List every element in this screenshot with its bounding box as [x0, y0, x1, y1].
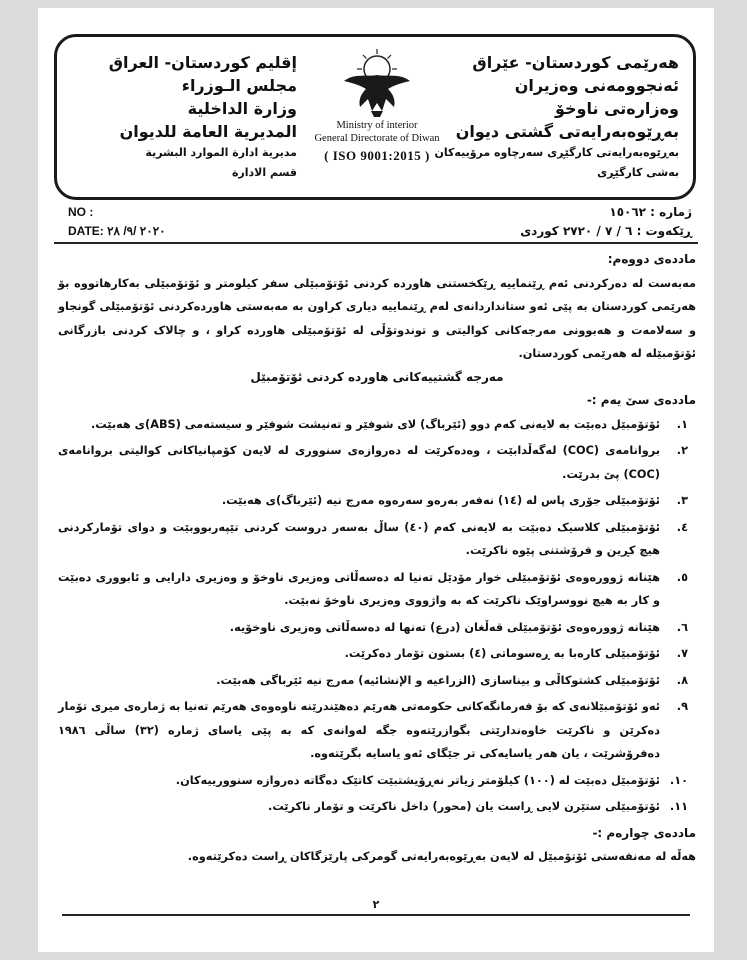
article-4-title: ماددەی چوارەم :- — [592, 825, 696, 840]
reference-no-label: NO : — [68, 205, 94, 219]
item-number: ٨. — [676, 673, 688, 687]
header-divider — [54, 242, 698, 244]
item-text: ئۆتۆمبێل دەبێت لە (١٠٠) کیلۆمتر زیاتر نەڕۆیشتبێت کاتێک دەگاتە دەروازە سنوورییەکان. — [175, 773, 660, 787]
item-text: ئەو ئۆتۆمبێلانەی کە بۆ فەرمانگەکانی حکومەتی هەرێم دەهێندرێنە ناوەوەی هەرێم تەنیا بە ژمارەی میری تۆمار دەکرێن و ناکرێت خاوەندارێتی بگوازرێتەوە جگە لەوانەی کە بە پێی یاسای ژمارە (٣٢) ساڵی ١٩٨٦ دەفرۆشرێت ، یان هەر یاسایەکی تر جێگای ئەو یاسایە بگرێتەوە. — [58, 700, 660, 760]
item-text: ئۆتۆمبێلی کارەبا بە ڕەسوماتی (٤) بستون تۆمار دەکرێت. — [344, 647, 660, 660]
letterhead-arabic — [67, 51, 297, 183]
ministry-english: Ministry of interior — [336, 120, 418, 131]
header-subline: بەڕێوەبەرایەتی کارگێڕی سەرچاوە مرۆییەکان — [434, 146, 679, 159]
item-number: ١١. — [669, 800, 688, 813]
list-item — [58, 616, 696, 640]
header-line: هەرێمی کوردستان- عێراق — [472, 53, 679, 72]
reference-number-kurdish: ژمارە : ١٥٠٦٢ — [609, 205, 692, 219]
header-subline: مديرية ادارة الموارد البشرية — [145, 146, 297, 159]
footer-divider — [62, 914, 690, 916]
header-subline: قسم الادارة — [231, 166, 297, 179]
article-2-text: مەبەست لە دەرکردنی ئەم ڕێنماییە ڕێکخستنی هاوردە کردنی ئۆتۆمبێلی سفر کیلومتر و ئۆتۆمبێلی بەکارهاتووە بۆ هەرێمی کوردستان بە پێی ئەو ستانداردانەی لەم ڕێنماییە دیاری کراون بە مەبەستی هاوردەکردنی ئۆتۆمبێلی گونجاو و سەلامەت و هەبوونی مەرجەکانی کوالیتی و توندوتۆڵی لە ئۆتۆمبێلی هاوردە کراو ، و چالاک کردنی بازرگانی ئۆتۆمبێلە لە هەرێمی کوردستان. — [58, 276, 696, 360]
list-item — [58, 489, 696, 513]
list-item — [58, 413, 696, 437]
list-item — [58, 795, 696, 819]
list-item — [58, 642, 696, 666]
item-text: ئۆتۆمبێلی کلاسیک دەبێت بە لایەنی کەم (٤٠) ساڵ بەسەر دروست کردنی تێپەربووبێت و دوای تۆمارکردنی هیچ کڕین و فرۆشتنی پێوە ناکرێت. — [58, 520, 660, 557]
section-title: مەرجە گشتییەکانی هاوردە کردنی ئۆتۆمبێل — [250, 369, 504, 384]
item-number: ٩. — [676, 700, 688, 713]
item-text: ئۆتۆمبێلی جۆری پاس لە (١٤) نەفەر بەرەو سەرەوە مەرج نیە (ئێرباگ)ی هەبێت. — [221, 494, 660, 507]
list-item — [58, 769, 696, 793]
article-4-text: هەڵە لە مەنفەستی ئۆتۆمبێل لە لایەن بەڕێوەبەرایەتی گومرکی پارێزگاکان ڕاست دەکرێتەوە. — [187, 850, 696, 863]
item-text: بروانامەی (COC) لەگەڵدابێت ، وەدەکرێت لە دەروازەی سنووری لە لایەن کۆمپانیاکانی کوالیتی بروانامەی (COC) پێ بدرێت. — [58, 444, 660, 481]
item-text: ئۆتۆمبێلی کشتوکاڵی و بیناسازی (الزراعیە و الإنشائیە) مەرج نیە ئێرباگی هەبێت. — [216, 673, 660, 687]
list-item — [58, 695, 696, 766]
item-number: ٥. — [676, 570, 688, 584]
item-text: هێنانە ژوورەوەی ئۆتۆمبێلی خوار مۆدێل تەنیا لە دەسەڵاتی وەزیری ناوخۆ و وەزیری دارایی و ئابووری دەبێت و کار بە هیچ نووسراوێک ناکرێت کە بە واژووی وەزیری ناوخۆ نەبێت. — [58, 570, 660, 607]
article-2-title: ماددەی دووەم: — [607, 252, 696, 266]
document-body — [58, 248, 696, 869]
list-item — [58, 516, 696, 563]
header-line: ئەنجوومەنی وەزیران — [514, 76, 679, 95]
list-item — [58, 566, 696, 613]
header-line: وەزارەتی ناوخۆ — [554, 99, 679, 118]
reference-date-label: DATE: ٢٠٢٠ /٩/ ٢٨ — [68, 224, 166, 238]
item-number: ٢. — [676, 444, 688, 457]
item-number: ٤. — [676, 520, 688, 534]
eagle-emblem-icon — [338, 47, 416, 119]
item-text: هێنانە ژوورەوەی ئۆتۆمبێلی قەڵغان (درع) تەنها لە دەسەڵاتی وەزیری ناوخۆیە. — [229, 620, 660, 634]
header-line: بەڕێوەبەرایەتی گشتی دیوان — [455, 122, 679, 141]
letterhead — [54, 34, 696, 200]
header-line: وزارة الداخلية — [187, 99, 297, 118]
letterhead-kurdish — [429, 51, 679, 183]
item-number: ١٠. — [669, 773, 688, 787]
list-item — [58, 669, 696, 693]
page-number: ٢ — [372, 898, 380, 911]
item-text: ئۆتۆمبێل دەبێت بە لایەنی کەم دوو (ئێرباگ) لای شوفێر و تەنیشت شوفێر و سیستەمی (ABS)ی هەبێت. — [90, 417, 660, 431]
letterhead-center — [312, 47, 442, 164]
item-number: ٣. — [676, 494, 688, 507]
article-3-title: ماددەی سێ یەم :- — [586, 393, 696, 407]
header-line: المديرية العامة للديوان — [119, 122, 297, 141]
iso-certification: ( ISO 9001:2015 ) — [324, 148, 430, 163]
item-number: ٦. — [676, 620, 688, 634]
header-line: مجلس الـوزراء — [181, 76, 297, 95]
item-number: ١. — [676, 417, 688, 431]
header-subline: بەشی کارگێڕی — [597, 166, 679, 179]
article-3-list — [58, 413, 696, 819]
directorate-english: General Directorate of Diwan — [314, 133, 440, 144]
item-text: ئۆتۆمبێلی ستێرن لایی ڕاست یان (محور) داخل ناکرێت و تۆمار ناکرێت. — [268, 800, 660, 813]
header-line: إقليم كوردستان- العراق — [108, 53, 297, 72]
list-item — [58, 439, 696, 486]
item-number: ٧. — [676, 647, 688, 660]
reference-date-kurdish: ڕێکەوت : ٦ / ٧ / ٢٧٢٠ کوردی — [520, 224, 692, 238]
document-page — [38, 8, 714, 952]
